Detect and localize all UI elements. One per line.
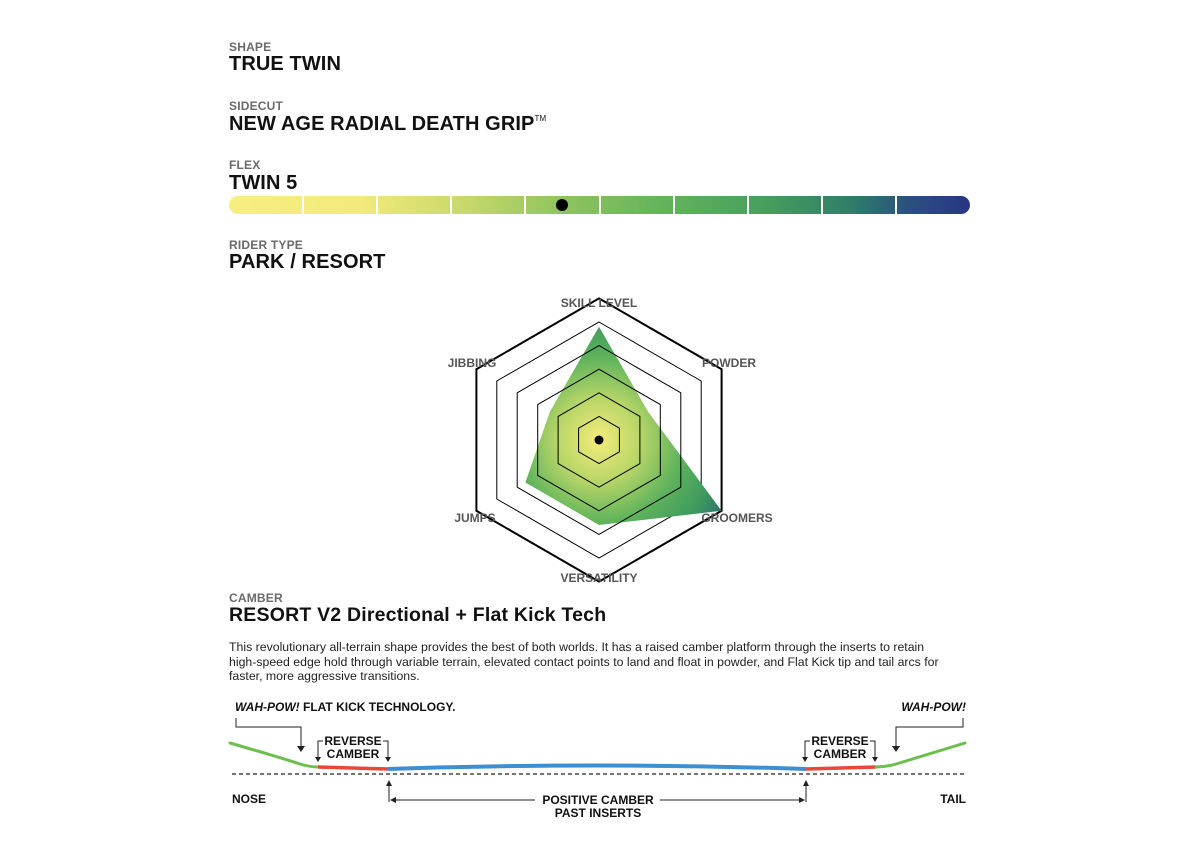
camber-label: CAMBER [229, 591, 283, 605]
reverse-camber-right-line2: CAMBER [813, 747, 867, 761]
radar-axis-label: JIBBING [447, 356, 497, 370]
sidecut-name: NEW AGE RADIAL DEATH GRIP [229, 113, 535, 135]
rider-type-label: RIDER TYPE [229, 238, 304, 252]
shape-value: TRUE TWIN [229, 53, 341, 75]
reverse-camber-left-line2: CAMBER [326, 747, 380, 761]
flat-kick-tech-text: FLAT KICK TECHNOLOGY. [299, 700, 456, 714]
shape-label: SHAPE [229, 40, 272, 54]
arrow-head [315, 757, 321, 762]
arrow-head [892, 746, 900, 752]
rider-type-value: PARK / RESORT [229, 251, 386, 273]
nose-label: NOSE [232, 792, 267, 806]
flex-value: TWIN 5 [229, 172, 298, 194]
description-line: This revolutionary all-terrain shape provides the best of both worlds. It has a raised camber platform through the inserts to retain [229, 640, 925, 654]
radar-axis-label: GROOMERS [701, 511, 773, 525]
description-line: faster, more aggressive transitions. [229, 669, 420, 684]
arrow-head [799, 797, 805, 803]
tail-label: TAIL [940, 792, 966, 806]
arrow-head [385, 757, 391, 762]
trademark-mark: TM [534, 114, 547, 123]
arrow-head [803, 780, 809, 786]
radar-value-shape [525, 327, 721, 525]
radar-axis-label: SKILL LEVEL [560, 296, 638, 310]
positive-camber-line2: PAST INSERTS [554, 806, 642, 820]
positive-camber-span [389, 782, 806, 802]
tail-flat-kick-arrow [896, 718, 963, 747]
arrow-head [386, 780, 392, 786]
arrow-head [802, 757, 808, 762]
reverse-camber-right-bracket [805, 741, 875, 759]
nose-flat-kick-arrow [236, 718, 301, 747]
flat-kick-tail-segment [876, 743, 965, 767]
flex-label: FLEX [229, 158, 261, 172]
positive-camber-segment [388, 766, 806, 770]
arrow-head [297, 746, 305, 752]
sidecut-label: SIDECUT [229, 99, 284, 113]
flat-kick-label [235, 700, 455, 714]
wahpow-left-text: WAH-POW! [235, 700, 300, 714]
radar-center-dot [595, 436, 604, 445]
radar-axis-label: VERSATILITY [560, 571, 638, 585]
positive-camber-line1: POSITIVE CAMBER [542, 793, 654, 807]
reverse-camber-nose-segment [318, 767, 388, 769]
wahpow-right-label: WAH-POW! [901, 700, 966, 714]
camber-description [229, 640, 989, 684]
arrow-head [872, 757, 878, 762]
reverse-camber-left-bracket [318, 741, 388, 759]
reverse-camber-tail-segment [806, 767, 876, 769]
reverse-camber-right-line1: REVERSE [811, 734, 869, 748]
flat-kick-nose-segment [230, 743, 318, 767]
reverse-camber-left-line1: REVERSE [324, 734, 382, 748]
radar-axis-label: JUMPS [454, 511, 496, 525]
arrow-head [390, 797, 396, 803]
radar-axis-label: POWDER [702, 356, 756, 370]
camber-value: RESORT V2 Directional + Flat Kick Tech [229, 604, 607, 626]
description-line: high-speed edge hold through variable terrain, elevated contact points to land and float in powder, and Flat Kick tip and tail arcs for [229, 654, 939, 669]
